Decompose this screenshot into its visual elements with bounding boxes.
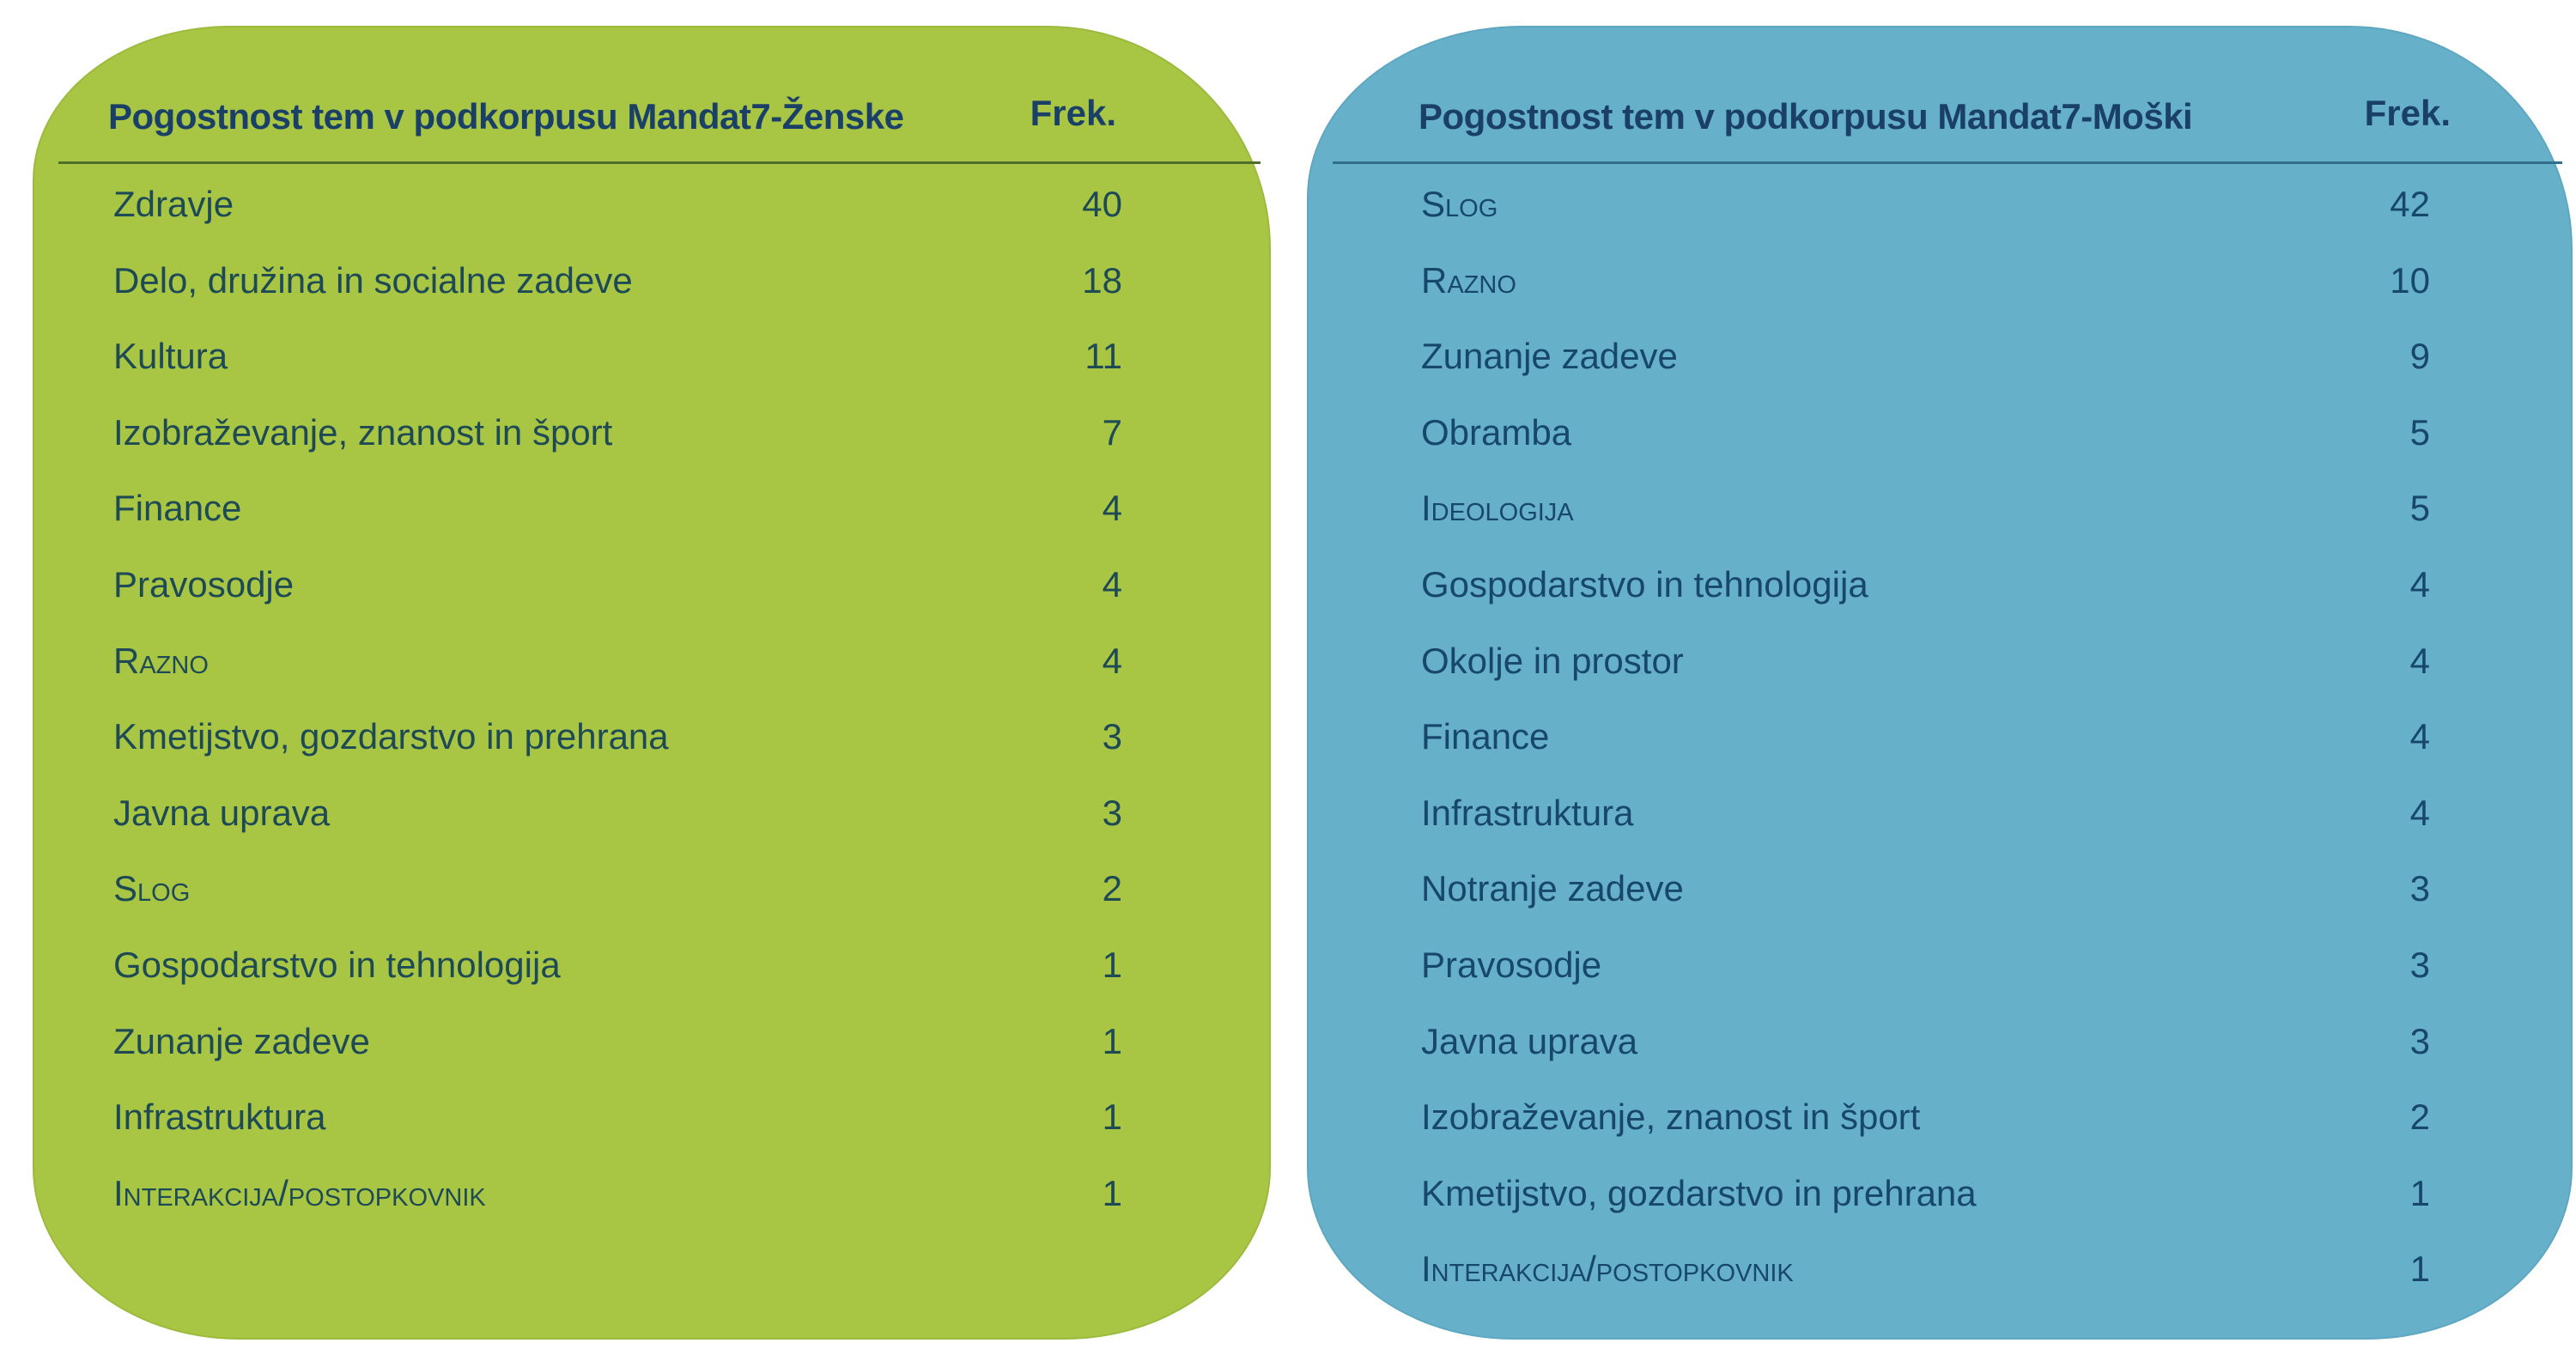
table-row <box>1309 1097 2571 1148</box>
frequency-value: 18 <box>1082 259 1122 301</box>
frequency-value: 7 <box>1102 411 1122 453</box>
frequency-value: 4 <box>2409 640 2430 681</box>
table-row <box>34 793 1269 844</box>
topic-label: Javna uprava <box>113 792 331 833</box>
frequency-value: 40 <box>1082 184 1122 224</box>
topic-label: Finance <box>1421 716 1550 757</box>
frequency-value: 5 <box>2409 488 2430 529</box>
topic-label: Infrastruktura <box>1421 792 1634 833</box>
table-row <box>1309 793 2571 844</box>
frequency-value: 10 <box>2390 259 2430 301</box>
frequency-value: 4 <box>1102 640 1122 681</box>
topic-label: Gospodarstvo in tehnologija <box>113 945 561 985</box>
frequency-value: 9 <box>2409 336 2430 377</box>
table-row <box>1309 412 2571 464</box>
frequency-header: Frek. <box>2364 93 2451 133</box>
topic-label: Delo, družina in socialne zadeve <box>113 259 633 301</box>
table-row <box>1309 260 2571 312</box>
frequency-value: 3 <box>2409 945 2430 985</box>
topic-label: Gospodarstvo in tehnologija <box>1421 564 1868 605</box>
women-topics-table <box>33 26 1271 1340</box>
table-row <box>34 184 1269 235</box>
table-row <box>34 564 1269 616</box>
frequency-value: 42 <box>2390 184 2430 224</box>
frequency-value: 1 <box>1102 1020 1122 1061</box>
frequency-value: 2 <box>2409 1097 2430 1138</box>
table-row <box>1309 336 2571 387</box>
table-row <box>1309 716 2571 768</box>
frequency-value: 1 <box>2409 1172 2430 1213</box>
frequency-value: 3 <box>2409 868 2430 909</box>
topic-label: Kmetijstvo, gozdarstvo in prehrana <box>1421 1172 1977 1213</box>
topic-label: Javna uprava <box>1421 1020 1638 1061</box>
table-row <box>1309 1173 2571 1224</box>
frequency-value: 4 <box>1102 488 1122 529</box>
topic-label: Okolje in prostor <box>1421 640 1684 681</box>
table-row <box>34 260 1269 312</box>
header-divider <box>1333 161 2562 164</box>
frequency-value: 5 <box>2409 411 2430 453</box>
topic-label: Zdravje <box>113 184 234 224</box>
topic-label: Interakcija/postopkovnik <box>113 1172 486 1213</box>
frequency-value: 1 <box>1102 1172 1122 1213</box>
frequency-value: 1 <box>1102 1097 1122 1138</box>
topic-label: Izobraževanje, znanost in šport <box>1421 1097 1921 1138</box>
topic-label: Finance <box>113 488 242 529</box>
table-row <box>34 1021 1269 1073</box>
table-row <box>1309 564 2571 616</box>
topic-label: Pravosodje <box>1421 945 1602 985</box>
table-row <box>1309 868 2571 920</box>
topic-label: Interakcija/postopkovnik <box>1421 1249 1794 1290</box>
topic-label: Zunanje zadeve <box>1421 336 1678 377</box>
topic-label: Slog <box>113 868 191 909</box>
table-row <box>34 336 1269 387</box>
topic-label: Razno <box>1421 259 1516 301</box>
frequency-value: 4 <box>1102 564 1122 605</box>
topic-label: Pravosodje <box>113 564 295 605</box>
table-row <box>34 1173 1269 1224</box>
frequency-value: 2 <box>1102 868 1122 909</box>
frequency-value: 1 <box>2409 1249 2430 1290</box>
topic-label: Ideologija <box>1421 488 1574 529</box>
topic-label: Notranje zadeve <box>1421 868 1684 909</box>
topic-label: Kmetijstvo, gozdarstvo in prehrana <box>113 716 669 757</box>
table-title: Pogostnost tem v podkorpusu Mandat7-Moški <box>1419 96 2193 137</box>
table-row <box>34 412 1269 464</box>
table-row <box>1309 641 2571 692</box>
frequency-value: 4 <box>2409 716 2430 757</box>
table-row <box>1309 184 2571 235</box>
frequency-value: 4 <box>2409 792 2430 833</box>
topic-label: Razno <box>113 640 209 681</box>
topic-label: Obramba <box>1421 411 1572 453</box>
frequency-value: 3 <box>1102 716 1122 757</box>
table-row <box>34 716 1269 768</box>
men-topics-table <box>1307 26 2573 1340</box>
table-row <box>34 1097 1269 1148</box>
table-row <box>34 488 1269 539</box>
frequency-header: Frek. <box>1030 93 1116 133</box>
table-row <box>34 945 1269 996</box>
table-row <box>1309 945 2571 996</box>
frequency-value: 3 <box>1102 792 1122 833</box>
table-row <box>1309 1021 2571 1073</box>
topic-label: Slog <box>1421 184 1498 224</box>
frequency-value: 3 <box>2409 1020 2430 1061</box>
table-row <box>34 641 1269 692</box>
frequency-value: 1 <box>1102 945 1122 985</box>
topic-label: Izobraževanje, znanost in šport <box>113 411 613 453</box>
table-row <box>34 868 1269 920</box>
table-row <box>1309 488 2571 539</box>
topic-label: Zunanje zadeve <box>113 1020 370 1061</box>
frequency-value: 11 <box>1084 336 1122 377</box>
table-row <box>1309 1249 2571 1300</box>
topic-label: Kultura <box>113 336 228 377</box>
frequency-value: 4 <box>2409 564 2430 605</box>
topic-label: Infrastruktura <box>113 1097 326 1138</box>
table-title: Pogostnost tem v podkorpusu Mandat7-Ženske <box>108 96 904 137</box>
header-divider <box>58 161 1261 164</box>
